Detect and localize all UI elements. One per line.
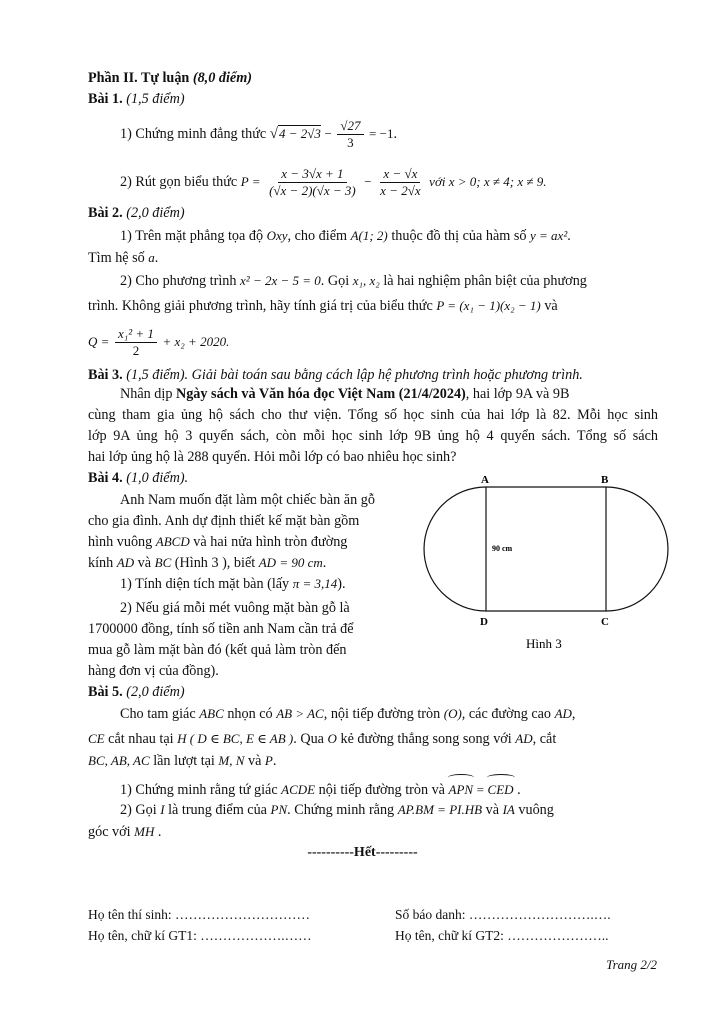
bai2-q2-P-expression: P = (x₁ − 1)(x₂ − 1) (436, 298, 541, 313)
bai2-points: (2,0 điểm) (126, 205, 185, 221)
bai5-points-MN: M, N (218, 753, 245, 768)
bai5-line2-AD: AD (515, 731, 533, 746)
bai2-q1-point: A(1; 2) (350, 228, 388, 243)
figure-caption: Hình 3 (526, 636, 562, 651)
table-outline (424, 487, 668, 611)
bai1-q1-text: 1) Chứng minh đẳng thức (120, 125, 267, 142)
bai5-q1-c: . (517, 782, 521, 798)
table-figure (410, 465, 670, 660)
bai1-heading (88, 89, 185, 109)
bai5-q1-equals: = (476, 782, 484, 797)
bai2-q2-line2-text: trình. Không giải phương trình, hãy tính giá trị của biểu thức (88, 298, 433, 314)
bai2-q1-line2-text: Tìm hệ số (88, 250, 145, 266)
bai1-q1 (120, 118, 397, 151)
bai4-line7: 1700000 đồng, tính số tiền anh Nam cần trả để (88, 621, 354, 637)
bai3-line1-bold: Ngày sách và Văn hóa đọc Việt Nam (21/4/2024) (175, 386, 466, 402)
bai5-circle: (O) (443, 706, 462, 721)
bai4-line4-a: kính (88, 555, 114, 571)
bai1-points: (1,5 điểm) (126, 91, 185, 107)
bai5-segment-IA: IA (502, 802, 515, 817)
bai5-altitude-CE: CE (88, 731, 105, 746)
bai2-q1-end: . (154, 250, 159, 266)
label-C: C (601, 616, 609, 628)
bai5-line2-a: cắt nhau tại (108, 731, 174, 747)
label-B: B (601, 474, 609, 486)
bai4-line3 (88, 532, 347, 552)
bai4-line4-BC: BC (154, 555, 172, 570)
bai1-q1-frac-num: √27 (337, 118, 363, 135)
bai1-q1-minus: − (324, 125, 332, 141)
bai3-title: Bài 3. (88, 367, 123, 383)
bai5-point-I: I (160, 802, 165, 817)
bai4-heading (88, 468, 188, 488)
bai2-q1-oxy: Oxy (266, 228, 288, 243)
bai1-q2-fraction-1 (266, 166, 359, 199)
bai1-q1-end: . (393, 125, 398, 142)
proctor2-line: Họ tên, chữ kí GT2: ………………….. (395, 928, 609, 943)
bai1-q2-text: 2) Rút gọn biểu thức (120, 173, 238, 190)
bai2-q1-text-d: . (567, 228, 571, 244)
bai3-line3: lớp 9A ủng hộ 3 quyển sách, còn mỗi học sinh lớp 9B ủng hộ 4 quyển sách. Tổng số sách (88, 428, 658, 444)
bai1-q2-minus: − (364, 173, 372, 189)
bai5-angle-CED (488, 777, 514, 800)
bai4-title: Bài 4. (88, 470, 123, 486)
bai5-product-equality: AP.BM = PI.HB (397, 802, 483, 817)
bai5-line3 (88, 751, 276, 771)
bai5-line3-c: . (272, 753, 277, 769)
bai1-q2-f2-num: x − √x (380, 166, 420, 183)
bai2-q2-Q-rest: + x₂ + 2020. (162, 333, 230, 349)
bai4-line3-b: và hai nửa hình tròn đường (193, 534, 348, 550)
bai5-angle-APN-text: APN (448, 782, 474, 797)
bai1-q1-fraction (337, 118, 363, 151)
bai5-line1-e: , (571, 706, 576, 722)
bai4-line6: 2) Nếu giá mỗi mét vuông mặt bàn gỗ là (120, 600, 350, 616)
bai2-q2-text-b: . Gọi (320, 273, 350, 289)
bai1-q2-fraction-2 (377, 166, 423, 199)
label-A: A (481, 474, 489, 486)
bai2-title: Bài 2. (88, 205, 123, 221)
bai5-line2-c: kẻ đường thẳng song song với (340, 731, 512, 747)
sqrt-symbol: √ (269, 125, 278, 142)
bai5-quadrilateral: ACDE (281, 782, 316, 797)
bai5-segment-MH: MH (134, 824, 155, 839)
bai5-center-O: O (327, 731, 337, 746)
bai4-line8: mua gỗ làm mặt bàn đó (kết quả làm tròn đến (88, 642, 347, 658)
candidate-number-line: Số báo danh: ……………………….…. (395, 907, 611, 922)
bai2-q2-Q (88, 326, 229, 359)
bai4-line4-c: (Hình 3 ), biết (174, 555, 256, 571)
bai4-line3-a: hình vuông (88, 534, 153, 550)
bai1-q1-frac-den: 3 (347, 135, 354, 150)
bai5-inequality: AB > AC (276, 706, 324, 721)
end-mark: ----------Hết--------- (307, 845, 418, 860)
bai2-q1-coefficient: a (148, 250, 155, 265)
bai2-q2-line1 (120, 271, 587, 291)
bai2-heading (88, 203, 185, 223)
bai5-point-P: P (264, 753, 273, 768)
bai5-q1-b: nội tiếp đường tròn và (318, 782, 445, 798)
bai3-line4: hai lớp ủng hộ là 288 quyển. Hỏi mỗi lớp có bao nhiêu học sinh? (88, 449, 457, 465)
bai5-q2-b: là trung điểm của (168, 802, 267, 818)
bai5-triangle: ABC (199, 706, 224, 721)
bai2-q1-text-b: , cho điểm (287, 228, 348, 244)
bai5-q2-line2-b: . (157, 824, 162, 840)
bai5-sides: BC, AB, AC (88, 753, 150, 768)
bai5-line1-b: nhọn có (227, 706, 273, 722)
bai3-points: (1,5 điểm). Giải bài toán sau bằng cách lập hệ phương trình hoặc phương trình. (126, 367, 583, 383)
bai5-line1-d: , các đường cao (461, 706, 552, 722)
bai5-line1 (120, 704, 575, 724)
bai5-angle-CED-text: CED (487, 782, 514, 797)
candidate-name-line: Họ tên thí sinh: ………………………… (88, 907, 310, 922)
bai5-line3-b: và (247, 753, 262, 769)
bai5-line2-d: , cắt (532, 731, 557, 747)
bai2-q2-Q-den: 2 (132, 343, 140, 358)
bai5-q1 (120, 777, 521, 800)
bai1-q2-condition: với x > 0; x ≠ 4; x ≠ 9. (429, 173, 547, 189)
bai5-altitude-AD: AD (554, 706, 572, 721)
bai5-line1-a: Cho tam giác (120, 706, 196, 722)
bai2-q2-line2 (88, 296, 558, 316)
bai1-q2-lhs: P = (240, 173, 261, 189)
bai5-q1-a: 1) Chứng minh rằng tứ giác (120, 782, 278, 798)
dimension-label: 90 cm (492, 544, 513, 553)
bai4-line9: hàng đơn vị của đồng). (88, 663, 219, 679)
bai5-angle-APN (449, 777, 474, 800)
bai1-q2-f2-den: x − 2√x (380, 183, 421, 198)
bai5-heading (88, 682, 185, 702)
bai2-q2-and: và (544, 298, 558, 314)
bai5-q2-c: . Chứng minh rằng (287, 802, 395, 818)
bai5-q2-a: 2) Gọi (120, 802, 157, 818)
bai4-line3-square: ABCD (155, 534, 190, 549)
bai4-line5 (120, 574, 346, 594)
bai2-q1-line2 (88, 248, 158, 268)
bai2-q2-equation: x² − 2x − 5 = 0 (240, 273, 321, 288)
bai2-q2-text-a: 2) Cho phương trình (120, 273, 237, 289)
proctor1-line: Họ tên, chữ kí GT1: ……………….…… (88, 928, 312, 943)
bai5-q2-line2-a: góc với (88, 824, 131, 840)
bai4-line4-d: . (322, 555, 327, 571)
part-title-text: Phần II. Tự luận (88, 70, 190, 86)
bai2-q2-Q-lhs: Q = (88, 333, 110, 349)
bai5-line2 (88, 729, 556, 749)
bai3-line2: cùng tham gia ủng hộ sách cho thư viện. Tổng số học sinh của hai lớp là 82. Mỗi học sinh (88, 407, 658, 423)
bai5-line1-c: , nội tiếp đường tròn (323, 706, 441, 722)
bai1-q2-f1-num: x − 3√x + 1 (278, 166, 346, 183)
bai5-orthocenter: H ( D ∈ BC, E ∈ AB ) (177, 731, 294, 746)
bai5-q2-d: và (485, 802, 500, 818)
bai2-q2-roots: x₁, x₂ (352, 273, 380, 288)
bai2-q2-Q-fraction (115, 326, 157, 359)
bai3-line1-a: Nhân dịp (120, 386, 173, 402)
bai5-q2-e: vuông (518, 802, 554, 818)
bai4-line4-b: và (137, 555, 152, 571)
bai1-title: Bài 1. (88, 91, 123, 107)
bai5-segment-PN: PN (270, 802, 288, 817)
bai1-q1-rhs: = −1 (369, 125, 394, 141)
label-D: D (480, 616, 488, 628)
hat-icon (487, 774, 515, 781)
bai1-q2 (120, 166, 547, 199)
hat-icon (448, 774, 475, 781)
part-title (88, 68, 252, 88)
page-number: Trang 2/2 (606, 957, 657, 972)
bai3-heading (88, 365, 583, 385)
bai2-q1-function: y = ax² (530, 228, 568, 243)
bai4-line5-pi: π = 3,14 (292, 576, 338, 591)
bai4-line2: cho gia đình. Anh dự định thiết kế mặt bàn gồm (88, 513, 360, 529)
bai4-line1: Anh Nam muốn đặt làm một chiếc bàn ăn gỗ (120, 492, 375, 508)
bai3-line1 (120, 384, 569, 404)
bai2-q2-Q-num: x₁² + 1 (115, 326, 157, 343)
bai3-line1-b: , hai lớp 9A và 9B (465, 386, 570, 402)
bai1-q2-f1-den: (√x − 2)(√x − 3) (269, 183, 356, 198)
bai4-line4-length: AD = 90 cm (258, 555, 323, 570)
bai1-q1-sqrt: 4 − 2√3 (279, 125, 321, 141)
bai5-line2-b: . Qua (293, 731, 324, 747)
bai4-line4-AD: AD (116, 555, 135, 570)
bai5-line3-a: lần lượt tại (153, 753, 215, 769)
bai4-line5-b: ). (337, 576, 346, 592)
bai2-q1-text-a: 1) Trên mặt phẳng tọa độ (120, 228, 264, 244)
bai5-q2-line2 (88, 822, 161, 842)
bai4-line5-a: 1) Tính diện tích mặt bàn (lấy (120, 576, 290, 592)
bai4-line4 (88, 553, 326, 573)
bai2-q2-text-c: là hai nghiệm phân biệt của phương (383, 273, 587, 289)
bai4-points: (1,0 điểm). (126, 470, 189, 486)
bai5-q2 (120, 800, 554, 820)
bai2-q1-text-c: thuộc đồ thị của hàm số (391, 228, 527, 244)
part-points: (8,0 điểm) (192, 70, 252, 86)
bai2-q1-line1 (120, 226, 571, 246)
bai5-points: (2,0 điểm) (126, 684, 185, 700)
bai5-title: Bài 5. (88, 684, 123, 700)
